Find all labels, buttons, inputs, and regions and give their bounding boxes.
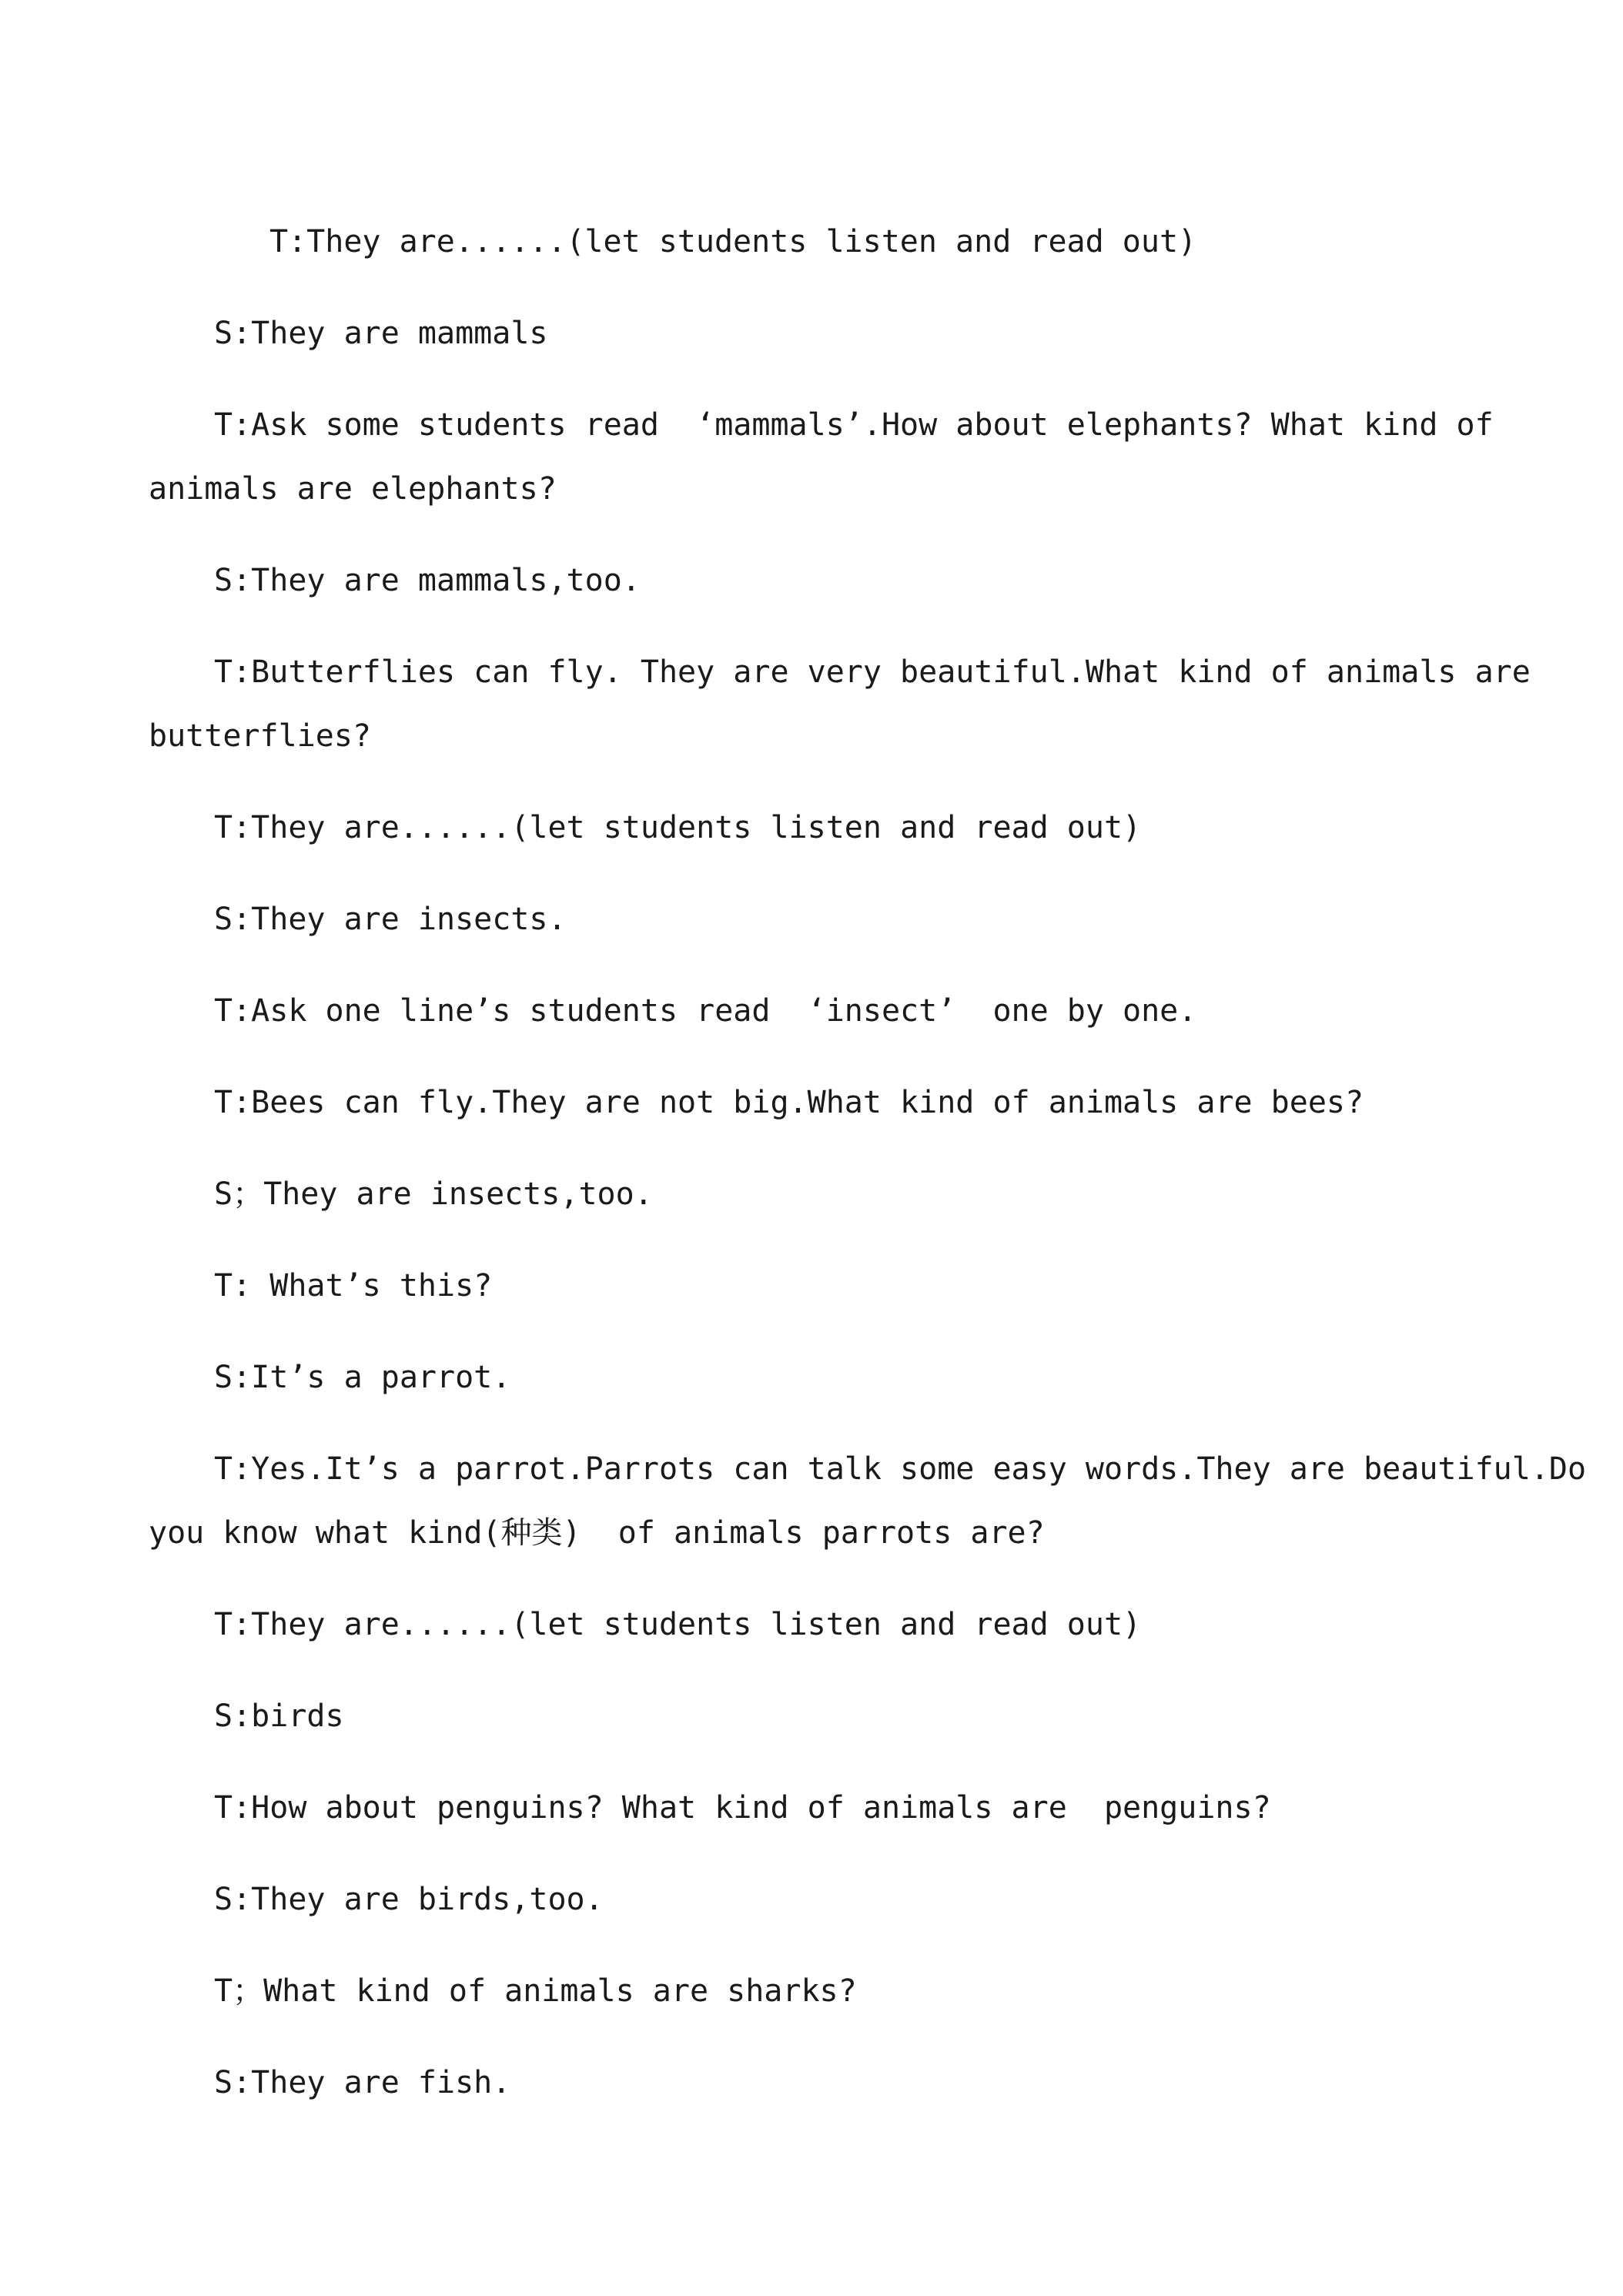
dialogue-line: S:They are insects. [214, 902, 567, 937]
dialogue-line: T:They are......(let students listen and read out) [269, 224, 1197, 259]
dialogue-line-continued: butterflies? [149, 718, 371, 754]
dialogue-line: S:They are fish. [214, 2065, 511, 2100]
dialogue-line: S；They are insects,too. [214, 1176, 653, 1212]
dialogue-line: T:Ask one line’s students read ‘insect’ one by one. [214, 993, 1197, 1029]
dialogue-line: S:They are birds,too. [214, 1882, 604, 1917]
dialogue-line: T:How about penguins? What kind of animals are penguins? [214, 1790, 1271, 1826]
dialogue-line: S:They are mammals,too. [214, 563, 641, 598]
dialogue-line: T:Butterflies can fly. They are very beautiful.What kind of animals are [214, 654, 1531, 690]
dialogue-line-continued: you know what kind(种类) of animals parrots are? [149, 1515, 1045, 1551]
dialogue-line: T:They are......(let students listen and read out) [214, 1607, 1142, 1642]
dialogue-line: S:It’s a parrot. [214, 1360, 511, 1395]
dialogue-line: S:birds [214, 1699, 344, 1734]
dialogue-line: T:Bees can fly.They are not big.What kind of animals are bees? [214, 1085, 1364, 1120]
dialogue-line: T:They are......(let students listen and read out) [214, 810, 1142, 845]
dialogue-line: T: What’s this? [214, 1268, 493, 1304]
dialogue-line: T:Ask some students read ‘mammals’.How about elephants? What kind of [214, 407, 1494, 443]
dialogue-line-continued: animals are elephants? [149, 471, 557, 507]
dialogue-line: T；What kind of animals are sharks? [214, 1973, 857, 2009]
dialogue-line: T:Yes.It’s a parrot.Parrots can talk some easy words.They are beautiful.Do [214, 1451, 1587, 1487]
dialogue-line: S:They are mammals [214, 316, 548, 351]
